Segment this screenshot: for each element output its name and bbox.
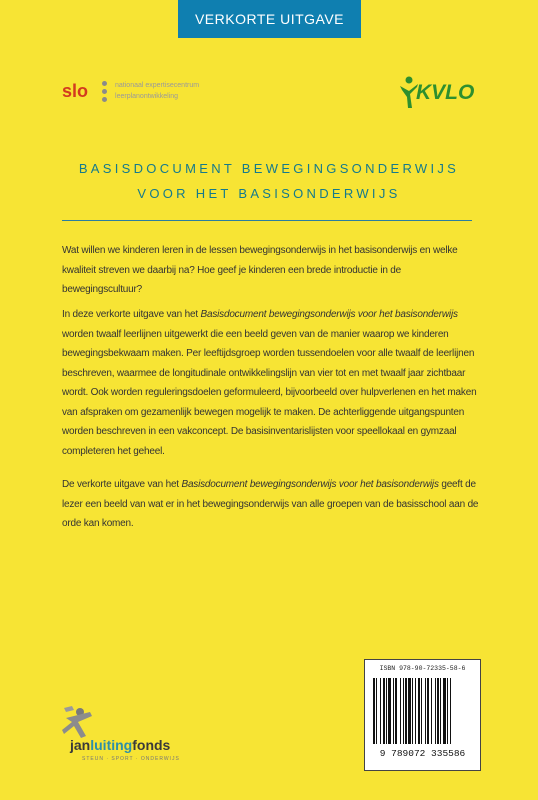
description-paragraph [62, 305, 482, 461]
slo-tagline-line1: nationaal expertisecentrum [115, 82, 200, 89]
description-text-start: In deze verkorte uitgave van het [62, 309, 201, 320]
slo-logo-text: slo [62, 80, 89, 101]
title-line-1: BASISDOCUMENT BEWEGINGSONDERWIJS [78, 161, 460, 176]
title-divider [62, 220, 472, 221]
barcode [364, 659, 481, 771]
janluitingfonds-tagline: STEUN · SPORT · ONDERWIJS [82, 756, 180, 762]
description-text-rest: worden twaalf leerlijnen uitgewerkt die een beeld geven van de manier waarop we kinderen bewegingsbekwaam maken. Per leeftijdsgroep worden tussendoelen voor alle twaalf de leerlijnen beschreven, waarmee de longitudinale ontwikkelingslijn van vier tot en met twaalf jaar zichtbaar wordt. Ook worden reguleringsdoelen geformuleerd, bijvoorbeeld over hulpverlenen en het maken van afspraken om gezamenlijk bewegen mogelijk te maken. De achterliggende uitgangspunten worden beschreven in een vakconcept. De basisinventarislijsten voor speellokaal en gymzaal completeren het geheel. [62, 328, 477, 457]
jlf-text-luiting: luiting [90, 737, 133, 753]
closing-book-title: Basisdocument bewegingsonderwijs voor het basisonderwijs [181, 479, 439, 490]
janluitingfonds-emblem-icon [60, 706, 100, 740]
barcode-bars [373, 678, 472, 746]
description-book-title: Basisdocument bewegingsonderwijs voor het basisonderwijs [200, 309, 458, 320]
slo-tagline-line2: leerplanontwikkeling [115, 93, 179, 100]
slo-tagline [115, 80, 199, 102]
closing-text-start: De verkorte uitgave van het [62, 479, 182, 490]
jlf-text-fonds: fonds [132, 737, 171, 753]
janluitingfonds-logo-text [70, 737, 170, 753]
jlf-text-jan: jan [70, 737, 91, 753]
isbn-text: ISBN 978-90-72335-58-6 [379, 665, 466, 672]
kvlo-logo [398, 76, 474, 110]
edition-badge: VERKORTE UITGAVE [178, 0, 361, 38]
slo-logo [62, 80, 199, 102]
barcode-digits: 9 789072 335586 [379, 748, 466, 759]
intro-paragraph: Wat willen we kinderen leren in de lessen bewegingsonderwijs in het basisonderwijs en welke kwaliteit streven we daarbij na? Hoe geef je kinderen een brede introductie in de bewegingscultuur? [62, 245, 458, 295]
title-line-2: VOOR HET BASISONDERWIJS [137, 186, 401, 201]
closing-paragraph [62, 475, 482, 534]
closing-text-rest: geeft de lezer een beeld van wat er in het bewegingsonderwijs van alle groepen van de basisschool aan de orde kan komen. [62, 479, 479, 529]
slo-dots-icon [102, 81, 107, 102]
kvlo-logo-text: KVLO [416, 81, 475, 104]
